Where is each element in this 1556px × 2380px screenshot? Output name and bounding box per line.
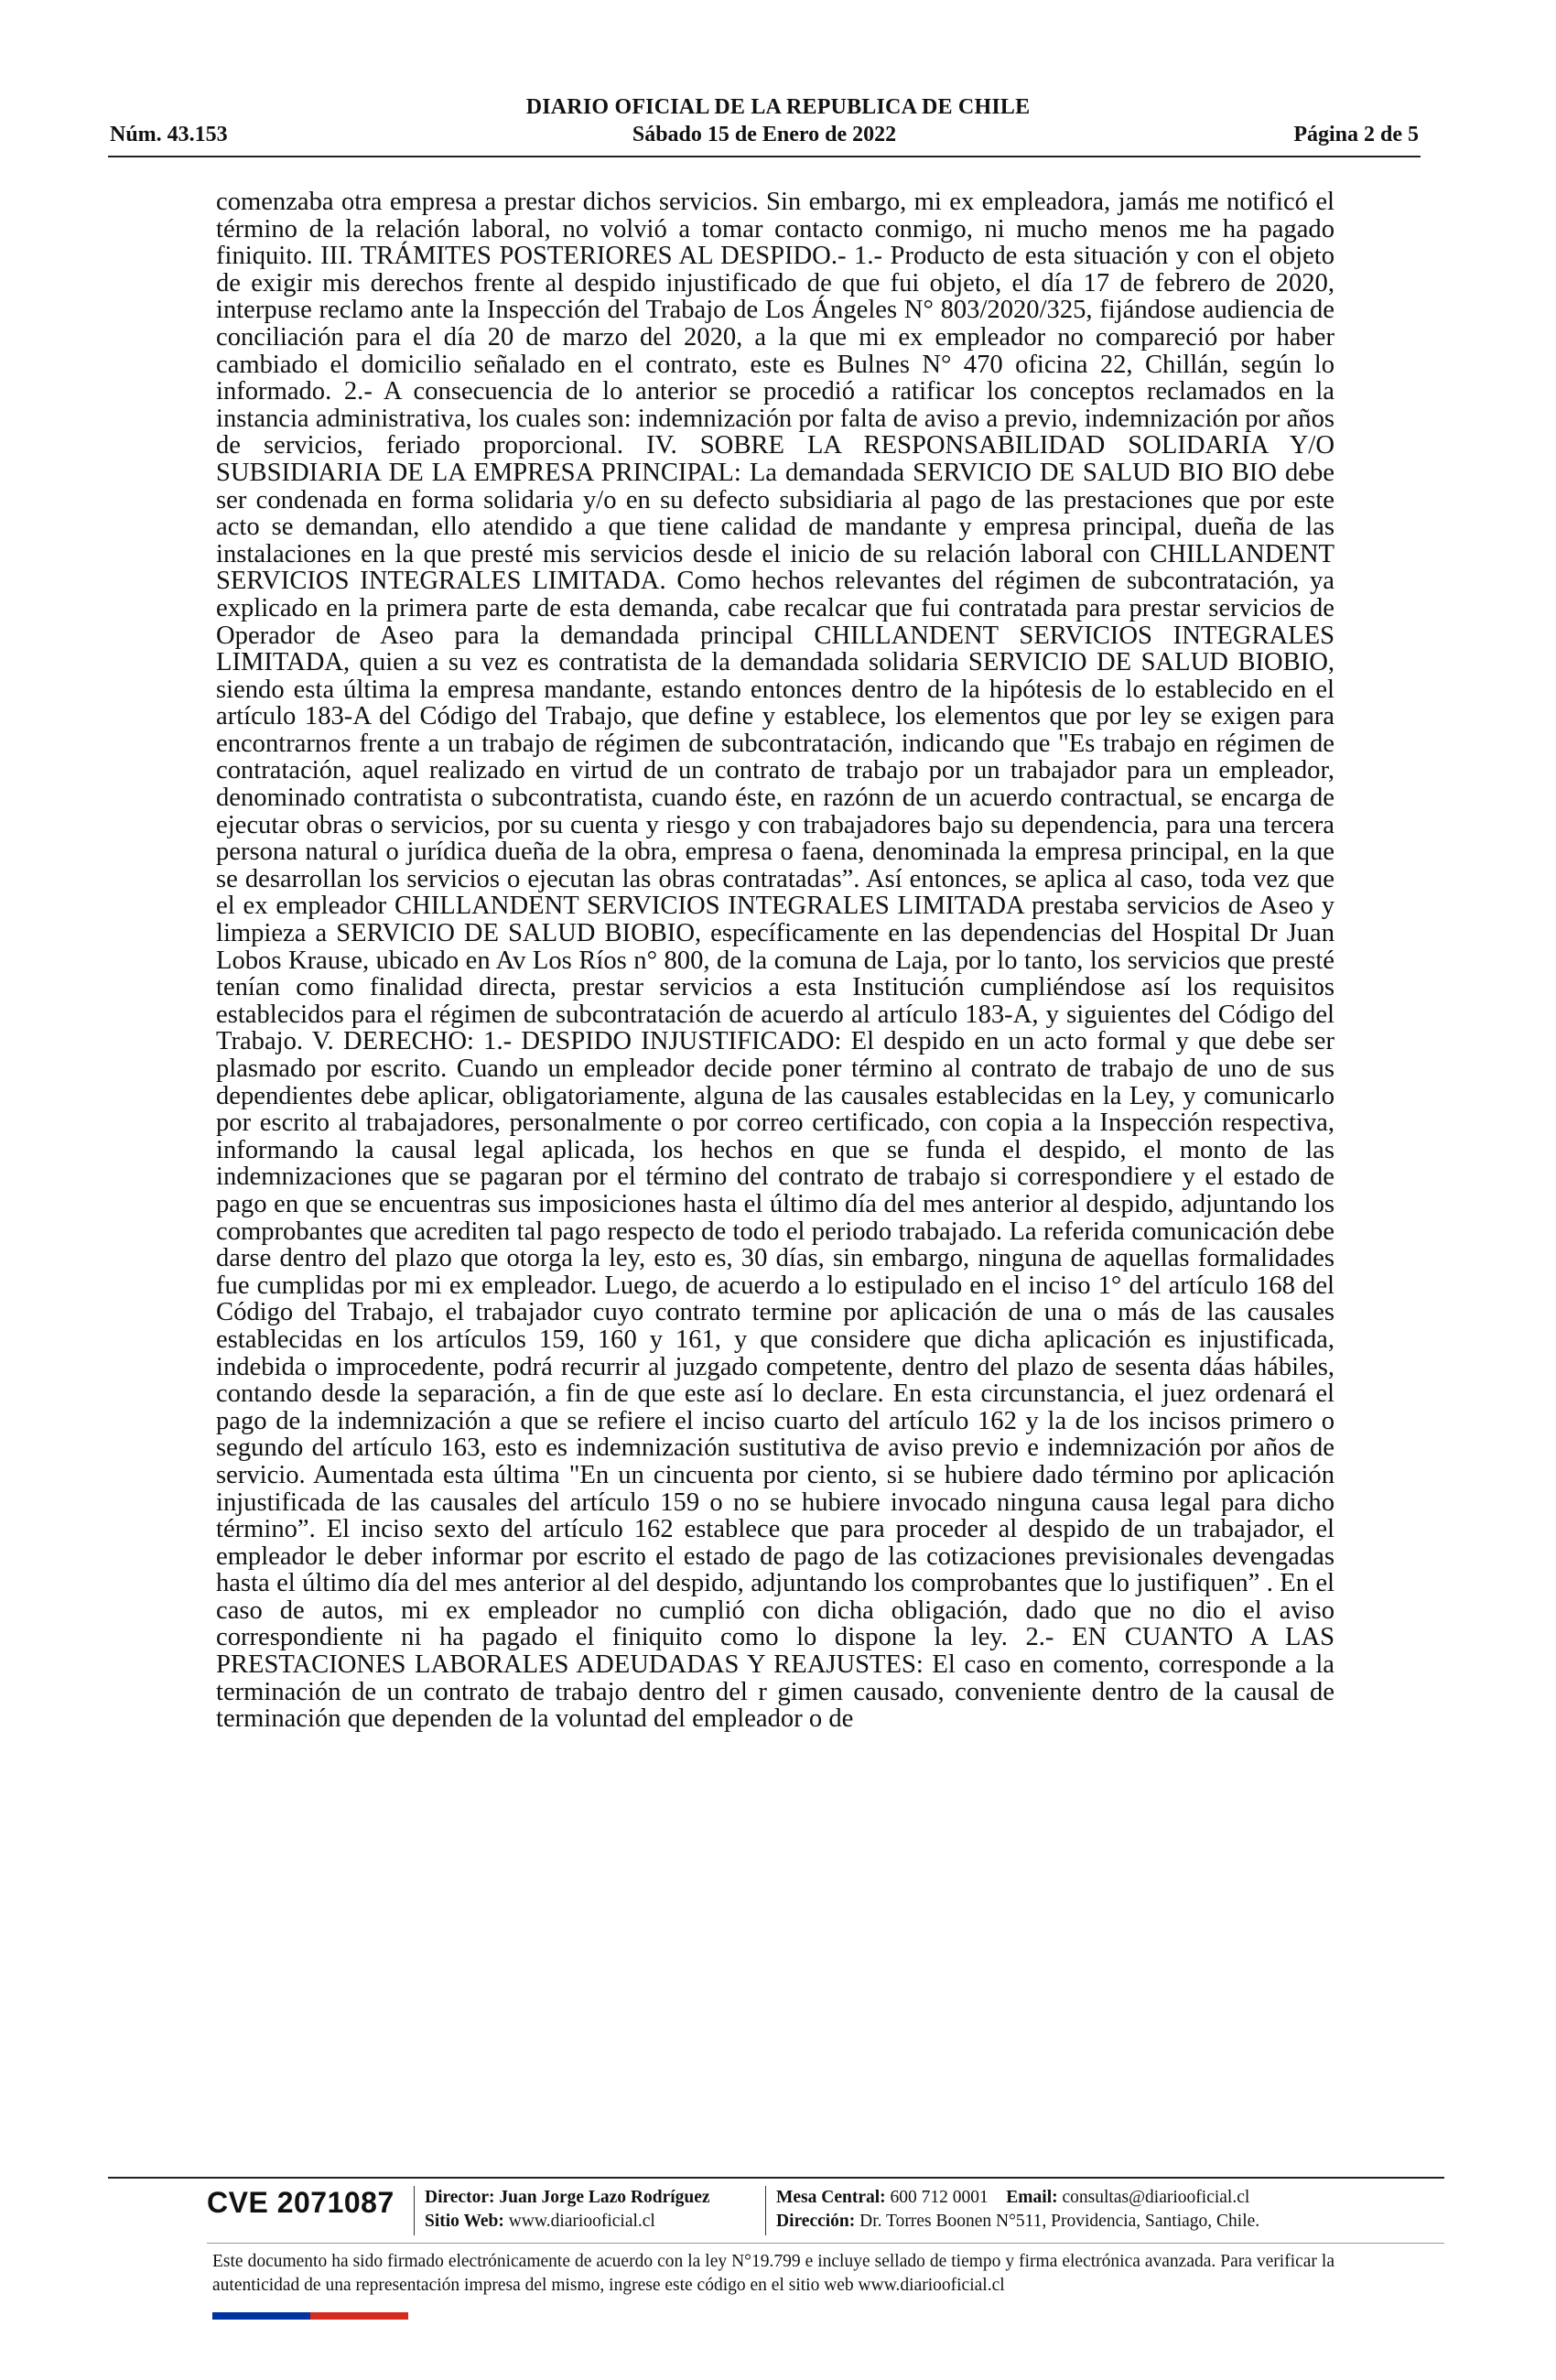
mesa-label: Mesa Central: — [776, 2188, 886, 2207]
email-link[interactable]: consultas@diariooficial.cl — [1062, 2188, 1250, 2207]
cve-code: CVE 2071087 — [207, 2186, 394, 2219]
flag-stripe — [212, 2312, 408, 2320]
director-label: Director: — [425, 2188, 495, 2207]
footer-director-block — [425, 2186, 710, 2234]
legal-notice: Este documento ha sido firmado electrónicamente de acuerdo con la ley N°19.799 e incluye sellado de tiempo y firma electrónica avanzada. Para verificar la autenticidad de una representación impresa del mismo, ingrese este código en el sitio web www.diariooficial.cl — [212, 2252, 1334, 2295]
body-paragraph: comenzaba otra empresa a prestar dichos servicios. Sin embargo, mi ex empleadora, jamás me notificó el término de la relación laboral, no volvió a tomar contacto conmigo, ni mucho menos me ha pagado finiquito. III. TRÁMITES POSTERIORES AL DESPIDO.- 1.- Producto de esta situación y con el objeto de exigir mis derechos frente al despido injustificado de que fui objeto, el día 17 de febrero de 2020, interpuse reclamo ante la Inspección del Trabajo de Los Ángeles N° 803/2020/325, fijándose audiencia de conciliación para el día 20 de marzo del 2020, a la que mi ex empleador no compareció por haber cambiado el domicilio señalado en el contrato, este es Bulnes N° 470 oficina 22, Chillán, según lo informado. 2.- A consecuencia de lo anterior se procedió a ratificar los conceptos reclamados en la instancia administrativa, los cuales son: indemnización por falta de aviso a previo, indemnización por años de servicios, feriado proporcional. IV. SOBRE LA RESPONSABILIDAD SOLIDARIA Y/O SUBSIDIARIA DE LA EMPRESA PRINCIPAL: La demandada SERVICIO DE SALUD BIO BIO debe ser condenada en forma solidaria y/o en su defecto subsidiaria al pago de las prestaciones que por este acto se demandan, ello atendido a que tiene calidad de mandante y empresa principal, dueña de las instalaciones en la que presté mis servicios desde el inicio de su relación laboral con CHILLANDENT SERVICIOS INTEGRALES LIMITADA. Como hechos relevantes del régimen de subcontratación, ya explicado en la primera parte de esta demanda, cabe recalcar que fui contratada para prestar servicios de Operador de Aseo para la demandada principal CHILLANDENT SERVICIOS INTEGRALES LIMITADA, quien a su vez es contratista de la demandada solidaria SERVICIO DE SALUD BIOBIO, siendo esta última la empresa mandante, estando entonces dentro de la hipótesis de lo establecido en el artículo 183-A del Código del Trabajo, que define y establece, los elementos que por ley se exigen para encontrarnos frente a un trabajo de régimen de subcontratación, indicando que "Es trabajo en régimen de contratación, aquel realizado en virtud de un contrato de trabajo por un trabajador para un empleador, denominado contratista o subcontratista, cuando éste, en razónn de un acuerdo contractual, se encarga de ejecutar obras o servicios, por su cuenta y riesgo y con trabajadores bajo su dependencia, para una tercera persona natural o jurídica dueña de la obra, empresa o faena, denominada la empresa principal, en la que se desarrollan los servicios o ejecutan las obras contratadas”. Así entonces, se aplica al caso, toda vez que el ex empleador CHILLANDENT SERVICIOS INTEGRALES LIMITADA prestaba servicios de Aseo y limpieza a SERVICIO DE SALUD BIOBIO, específicamente en las dependencias del Hospital Dr Juan Lobos Krause, ubicado en Av Los Ríos n° 800, de la comuna de Laja, por lo tanto, los servicios que presté tenían como finalidad directa, prestar servicios a esta Institución cumpliéndose así los requisitos establecidos para el régimen de subcontratación de acuerdo al artículo 183-A, y siguientes del Código del Trabajo. V. DERECHO: 1.- DESPIDO INJUSTIFICADO: El despido en un acto formal y que debe ser plasmado por escrito. Cuando un empleador decide poner término al contrato de trabajo de uno de sus dependientes debe aplicar, obligatoriamente, alguna de las causales establecidas en la Ley, y comunicarlo por escrito al trabajadores, personalmente o por correo certificado, con copia a la Inspección respectiva, informando la causal legal aplicada, los hechos en que se funda el despido, el monto de las indemnizaciones que se pagaran por el término del contrato de trabajo si correspondiere y el estado de pago en que se encuentras sus imposiciones hasta el último día del mes anterior al despido, adjuntando los comprobantes que acrediten tal pago respecto de todo el periodo trabajado. La referida comunicación debe darse dentro del plazo que otorga la ley, esto es, 30 días, sin embargo, ninguna de aquellas formalidades fue cumplidas por mi ex empleador. Luego, de acuerdo a lo estipulado en el inciso 1° del artículo 168 del Código del Trabajo, el trabajador cuyo contrato termine por aplicación de una o más de las causales establecidas en los artículos 159, 160 y 161, y que considere que dicha aplicación es injustificada, indebida o improcedente, podrá recurrir al juzgado competente, dentro del plazo de sesenta dáas hábiles, contando desde la separación, a fin de que este así lo declare. En esta circunstancia, el juez ordenará el pago de la indemnización a que se refiere el inciso cuarto del artículo 162 y la de los incisos primero o segundo del artículo 163, esto es indemnización sustitutiva de aviso previo e indemnización por años de servicio. Aumentada esta última "En un cincuenta por ciento, si se hubiere dado término por aplicación injustificada de las causales del artículo 159 o no se hubiere invocado ninguna causa legal para dicho término”. El inciso sexto del artículo 162 establece que para proceder al despido de un trabajador, el empleador le deber informar por escrito el estado de pago de las cotizaciones previsionales devengadas hasta el último día del mes anterior al del despido, adjuntando los comprobantes que lo justifiquen” . En el caso de autos, mi ex empleador no cumplió con dicha obligación, dado que no dio el aviso correspondiente ni ha pagado el finiquito como lo dispone la ley. 2.- EN CUANTO A LAS PRESTACIONES LABORALES ADEUDADAS Y REAJUSTES: El caso en comento, corresponde a la terminación de un contrato de trabajo dentro del r gimen causado, conveniente dentro de la causal de terminación que dependen de la voluntad del empleador o de — [216, 188, 1334, 1734]
web-label: Sitio Web: — [425, 2212, 504, 2231]
address-text: Dr. Torres Boonen N°511, Providencia, Santiago, Chile. — [859, 2212, 1260, 2231]
email-label: Email: — [1006, 2188, 1058, 2207]
web-link[interactable]: www.diariooficial.cl — [508, 2212, 655, 2231]
issue-number: Núm. 43.153 — [110, 123, 228, 146]
flag-stripe-blue — [212, 2312, 310, 2320]
page-number: Página 2 de 5 — [1293, 123, 1419, 146]
header-row — [110, 123, 1419, 150]
footer-separator — [414, 2186, 415, 2235]
flag-stripe-red — [310, 2312, 408, 2320]
issue-date: Sábado 15 de Enero de 2022 — [632, 123, 897, 146]
mesa-phone: 600 712 0001 — [890, 2188, 989, 2207]
footer-inner-divider — [207, 2243, 1444, 2244]
journal-title: DIARIO OFICIAL DE LA REPUBLICA DE CHILE — [525, 95, 1031, 119]
footer-contact-block — [776, 2186, 1435, 2234]
footer-divider — [108, 2177, 1444, 2179]
body-text — [216, 189, 1334, 1733]
footer-separator — [765, 2186, 766, 2235]
address-label: Dirección: — [776, 2212, 856, 2231]
director-name: Juan Jorge Lazo Rodríguez — [499, 2188, 710, 2207]
header-divider — [108, 156, 1421, 157]
